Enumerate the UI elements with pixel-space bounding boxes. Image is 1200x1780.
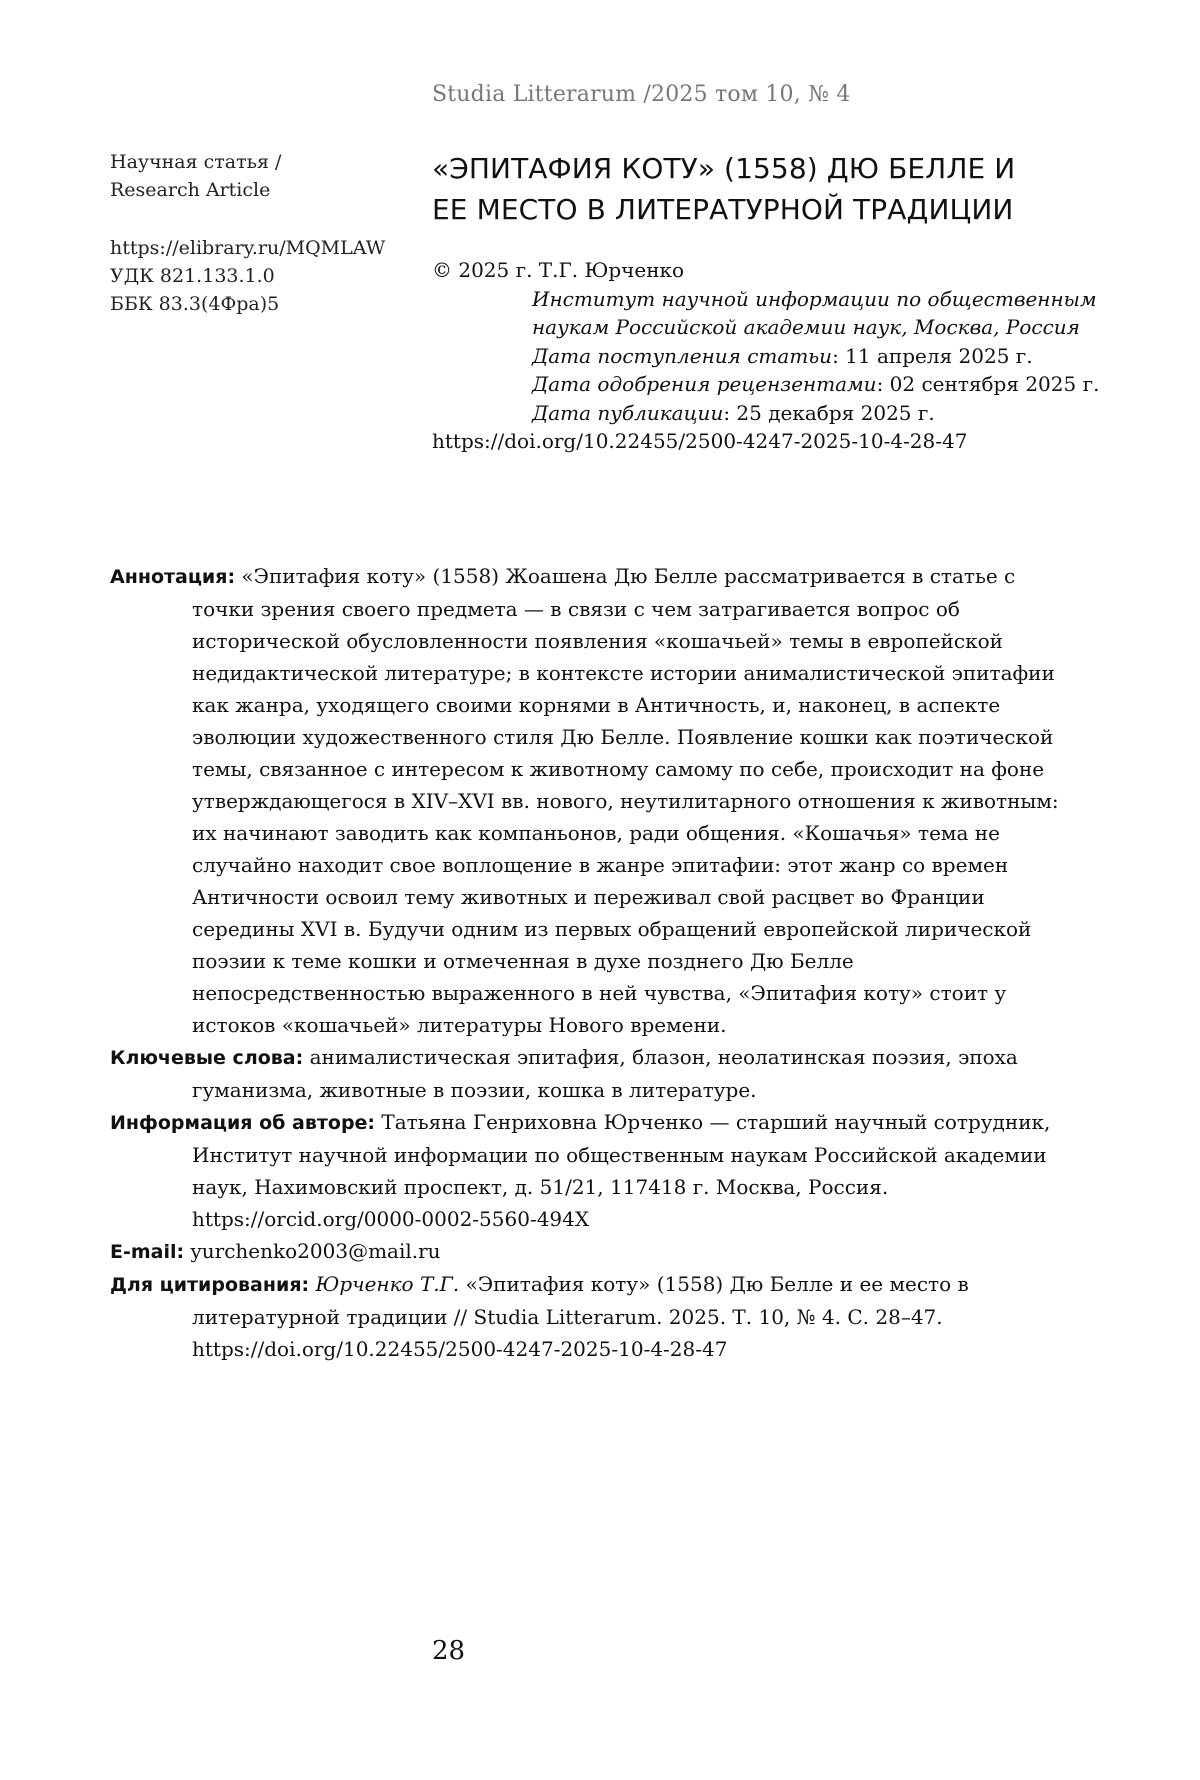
article-type-ru: Научная статья /	[110, 151, 282, 173]
author-info-label: Информация об авторе:	[110, 1112, 376, 1134]
article-metadata	[110, 560, 1070, 1365]
author-info-paragraph	[110, 1106, 1070, 1235]
article-title	[432, 148, 1122, 230]
bbk-code: ББК 83.3(4Фра)5	[110, 293, 280, 315]
udk-code: УДК 821.133.1.0	[110, 265, 275, 287]
author-info-text: Татьяна Генриховна Юрченко — старший научный сотрудник, Институт научной информации по общественным наукам Российской академии наук, Нахимовский проспект, д. 51/21, 117418 г. Москва, Россия. https://orcid.org/0000-0002-5560-494X	[192, 1110, 1051, 1231]
article-type-en: Research Article	[110, 179, 271, 201]
abstract-text: «Эпитафия коту» (1558) Жоашена Дю Белле рассматривается в статье с точки зрения своего предмета — в связи с чем затрагивается вопрос об исторической обусловленности появления «кошачьей» темы в европейской недидактической литературе; в контексте истории анималистической эпитафии как жанра, уходящего своими корнями в Античность, и, наконец, в аспекте эволюции художественного стиля Дю Белле. Появление кошки как поэтической темы, связанное с интересом к животному самому по себе, происходит на фоне утверждающегося в XIV–XVI вв. нового, неутилитарного отношения к животным: их начинают заводить как компаньонов, ради общения. «Кошачья» тема не случайно находит свое воплощение в жанре эпитафии: этот жанр со времен Античности освоил тему животных и переживал свой расцвет во Франции середины XVI в. Будучи одним из первых обращений европейской лирической поэзии к теме кошки и отмеченная в духе позднего Дю Белле непосредственностью выраженного в ней чувства, «Эпитафия коту» стоит у истоков «кошачьей» литературы Нового времени.	[192, 564, 1059, 1037]
citation-text: «Эпитафия коту» (1558) Дю Белле и ее место в литературной традиции // Studia Litterarum. 2025. Т. 10, № 4. С. 28–47. https://doi.org/10.22455/2500-4247-2025-10-4-28-47	[192, 1272, 969, 1361]
citation-paragraph	[110, 1268, 1070, 1365]
author-copyright: © 2025 г. Т.Г. Юрченко	[432, 258, 685, 282]
title-line-1: «ЭПИТАФИЯ КОТУ» (1558) ДЮ БЕЛЛЕ И	[432, 152, 1016, 185]
citation-author: Юрченко Т.Г.	[315, 1272, 460, 1296]
page-number: 28	[432, 1636, 466, 1666]
keywords-label: Ключевые слова:	[110, 1047, 304, 1069]
title-line-2: ЕЕ МЕСТО В ЛИТЕРАТУРНОЙ ТРАДИЦИИ	[432, 193, 1014, 226]
email-link[interactable]: yurchenko2003@mail.ru	[190, 1239, 441, 1263]
email-paragraph	[110, 1235, 1070, 1268]
approved-date: Дата одобрения рецензентами: 02 сентября 2025 г.	[532, 372, 1100, 396]
received-date: Дата поступления статьи: 11 апреля 2025 г.	[532, 343, 1033, 368]
abstract-paragraph	[110, 560, 1070, 1041]
author-block	[432, 256, 1132, 456]
keywords-paragraph	[110, 1041, 1070, 1106]
elibrary-link[interactable]: https://elibrary.ru/MQMLAW	[110, 237, 386, 259]
abstract-label: Аннотация:	[110, 566, 236, 588]
affiliation-line-1: Институт научной информации по общественным	[532, 286, 1097, 311]
doi-link[interactable]: https://doi.org/10.22455/2500-4247-2025-10-4-28-47	[432, 429, 968, 453]
running-head: Studia Litterarum /2025 том 10, № 4	[432, 82, 851, 107]
keywords-text: анималистическая эпитафия, блазон, неолатинская поэзия, эпоха гуманизма, животные в поэзии, кошка в литературе.	[192, 1045, 1018, 1102]
affiliation-line-2: наукам Российской академии наук, Москва, Россия	[532, 315, 1080, 339]
published-date: Дата публикации: 25 декабря 2025 г.	[532, 400, 935, 425]
article-sidebar	[110, 148, 400, 318]
citation-label: Для цитирования:	[110, 1274, 310, 1296]
email-label: E-mail:	[110, 1241, 185, 1263]
